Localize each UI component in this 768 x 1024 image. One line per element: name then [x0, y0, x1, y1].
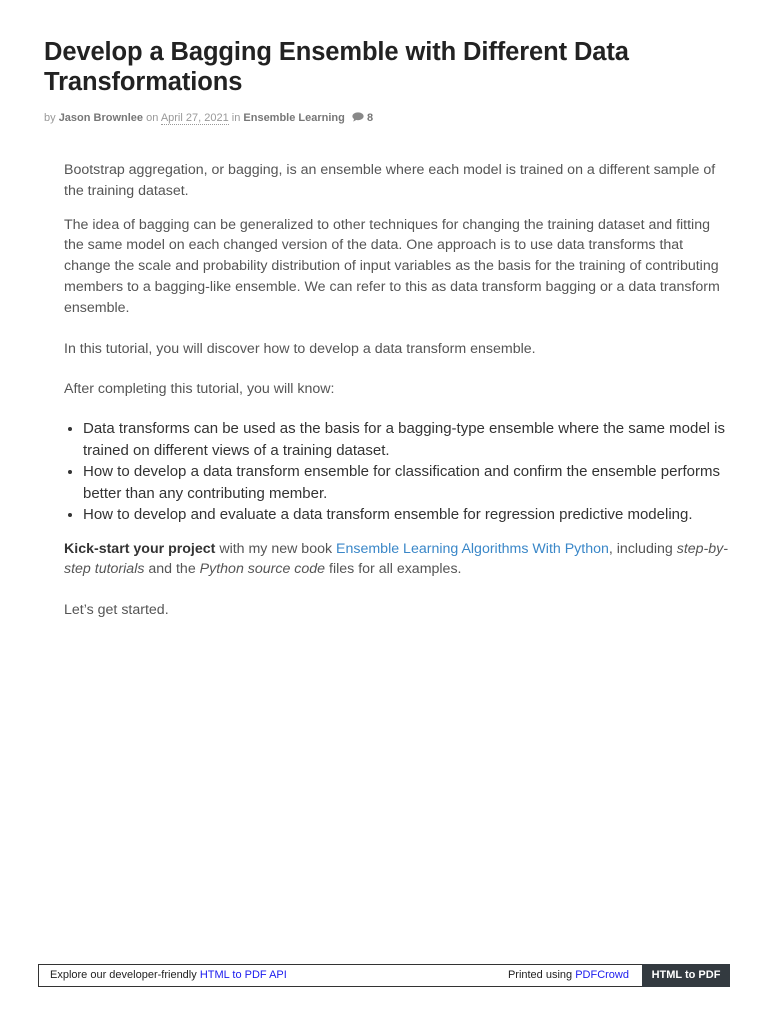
promo-bold: Kick-start your project: [64, 540, 216, 557]
promo-text: files for all examples.: [325, 561, 462, 578]
meta-by: by: [44, 112, 56, 124]
promo-text: and the: [144, 561, 200, 578]
meta-in: in: [231, 112, 241, 124]
comment-icon: [352, 112, 364, 126]
promo-paragraph: [64, 539, 732, 581]
closing-paragraph: Let’s get started.: [64, 602, 169, 619]
comment-count: 8: [367, 112, 374, 124]
promo-italic: Python source code: [199, 561, 326, 578]
bagging-paragraph: The idea of bagging can be generalized to other techniques for changing the training dataset and fitting the same model on each changed version of the data. One approach is to use data transforms that change the scale and probability distribution of input variables as the basis for the training of contributing members to a bagging-like ensemble. We can refer to this as data transform bagging or a data transform ensemble.: [64, 216, 720, 316]
promo-italic: step-by-step tutorials: [64, 540, 728, 578]
promo-text: , including: [608, 540, 677, 557]
category-link[interactable]: Ensemble Learning: [243, 112, 345, 124]
html-to-pdf-api-link[interactable]: HTML to PDF API: [199, 969, 287, 981]
article-body: [64, 160, 732, 634]
footer-right: [508, 969, 629, 981]
footer-left-text: Explore our developer-friendly: [50, 969, 200, 981]
list-item: • How to develop a data transform ensemble for classification and confirm the ensemble performs better than any contributing member.: [83, 461, 732, 504]
outcomes-list: [64, 418, 732, 526]
pdfcrowd-link[interactable]: PDFCrowd: [575, 969, 629, 981]
footer-left: [50, 969, 287, 981]
intro-paragraph: Bootstrap aggregation, or bagging, is an ensemble where each model is trained on a different sample of the training dataset.: [64, 162, 716, 199]
meta-on: on: [146, 112, 159, 124]
html-to-pdf-button[interactable]: HTML to PDF: [642, 964, 730, 987]
article-title: Develop a Bagging Ensemble with Different Data Transformations: [44, 38, 629, 96]
book-link[interactable]: Ensemble Learning Algorithms With Python: [336, 540, 609, 557]
article-meta: [44, 111, 373, 126]
promo-text: with my new book: [215, 540, 337, 557]
list-item: • Data transforms can be used as the basis for a bagging-type ensemble where the same model is trained on different views of a training dataset.: [83, 418, 732, 461]
pdf-footer-bar: [38, 964, 730, 987]
outcomes-intro: After completing this tutorial, you will know:: [64, 381, 335, 398]
author-link[interactable]: Jason Brownlee: [58, 112, 144, 124]
tutorial-paragraph: In this tutorial, you will discover how to develop a data transform ensemble.: [64, 340, 536, 357]
comments-link[interactable]: [348, 112, 373, 124]
footer-right-text: Printed using: [507, 969, 576, 981]
post-date: April 27, 2021: [160, 112, 229, 124]
list-item: • How to develop and evaluate a data transform ensemble for regression predictive modeling.: [83, 504, 732, 526]
